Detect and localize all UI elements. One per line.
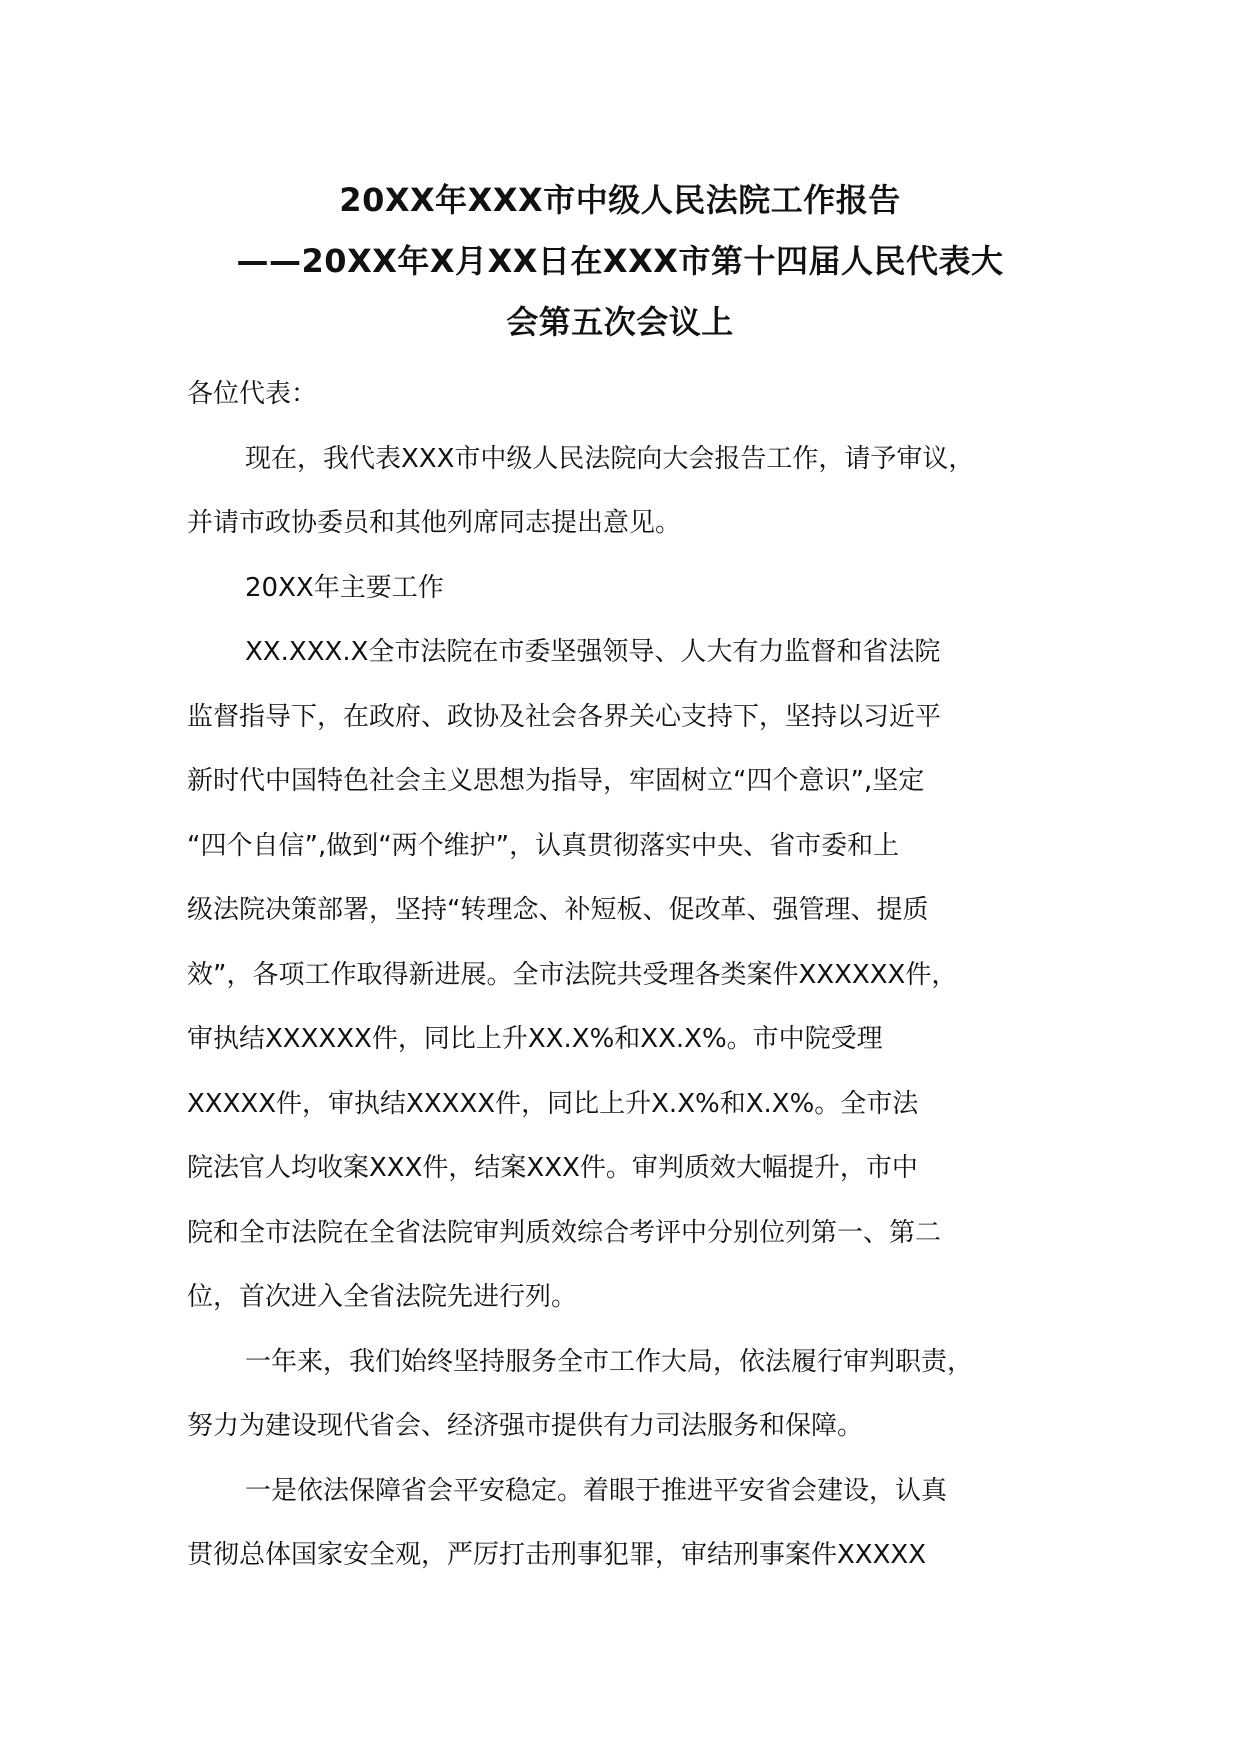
title-line-2: ——20XX年X月XX日在XXX市第十四届人民代表大 [236,242,1004,280]
body-line: 审执结XXXXXX件，同比上升XX.X%和XX.X%。市中院受理 [187,1024,883,1054]
body-line: 各位代表： [187,379,318,409]
body-line: 新时代中国特色社会主义思想为指导，牢固树立“四个意识”,坚定 [187,766,925,796]
body-line: 努力为建设现代省会、经济强市提供有力司法服务和保障。 [187,1411,864,1441]
body-line: 并请市政协委员和其他列席同志提出意见。 [187,508,682,538]
body-line: 现在，我代表XXX市中级人民法院向大会报告工作，请予审议， [245,443,975,474]
title-line-1: 20XX年XXX市中级人民法院工作报告 [339,181,901,219]
body-line: 院和全市法院在全省法院审判质效综合考评中分别位列第一、第二 [187,1217,942,1248]
body-line: 级法院决策部署，坚持“转理念、补短板、促改革、强管理、提质 [187,895,929,925]
document-body [187,362,1077,1588]
body-line: 效”，各项工作取得新进展。全市法院共受理各类案件XXXXXX件， [187,959,958,990]
body-line: “四个自信”,做到“两个维护”，认真贯彻落实中央、省市委和上 [187,830,900,861]
body-line: 院法官人均收案XXX件，结案XXX件。审判质效大幅提升，市中 [187,1153,918,1183]
body-line: 贯彻总体国家安全观，严厉打击刑事犯罪，审结刑事案件XXXXX [187,1540,927,1570]
body-line: XXXXX件，审执结XXXXX件，同比上升X.X%和X.X%。全市法 [187,1088,919,1119]
body-line: 监督指导下，在政府、政协及社会各界关心支持下，坚持以习近平 [187,701,942,732]
body-line: XX.XXX.X全市法院在市委坚强领导、人大有力监督和省法院 [245,637,941,667]
document-title [150,170,1090,353]
title-line-3: 会第五次会议上 [506,303,734,341]
body-line: 一年来，我们始终坚持服务全市工作大局，依法履行审判职责， [245,1346,974,1377]
body-line: 一是依法保障省会平安稳定。着眼于推进平安省会建设，认真 [245,1475,948,1506]
body-line: 20XX年主要工作 [245,572,444,603]
body-line: 位，首次进入全省法院先进行列。 [187,1282,578,1312]
